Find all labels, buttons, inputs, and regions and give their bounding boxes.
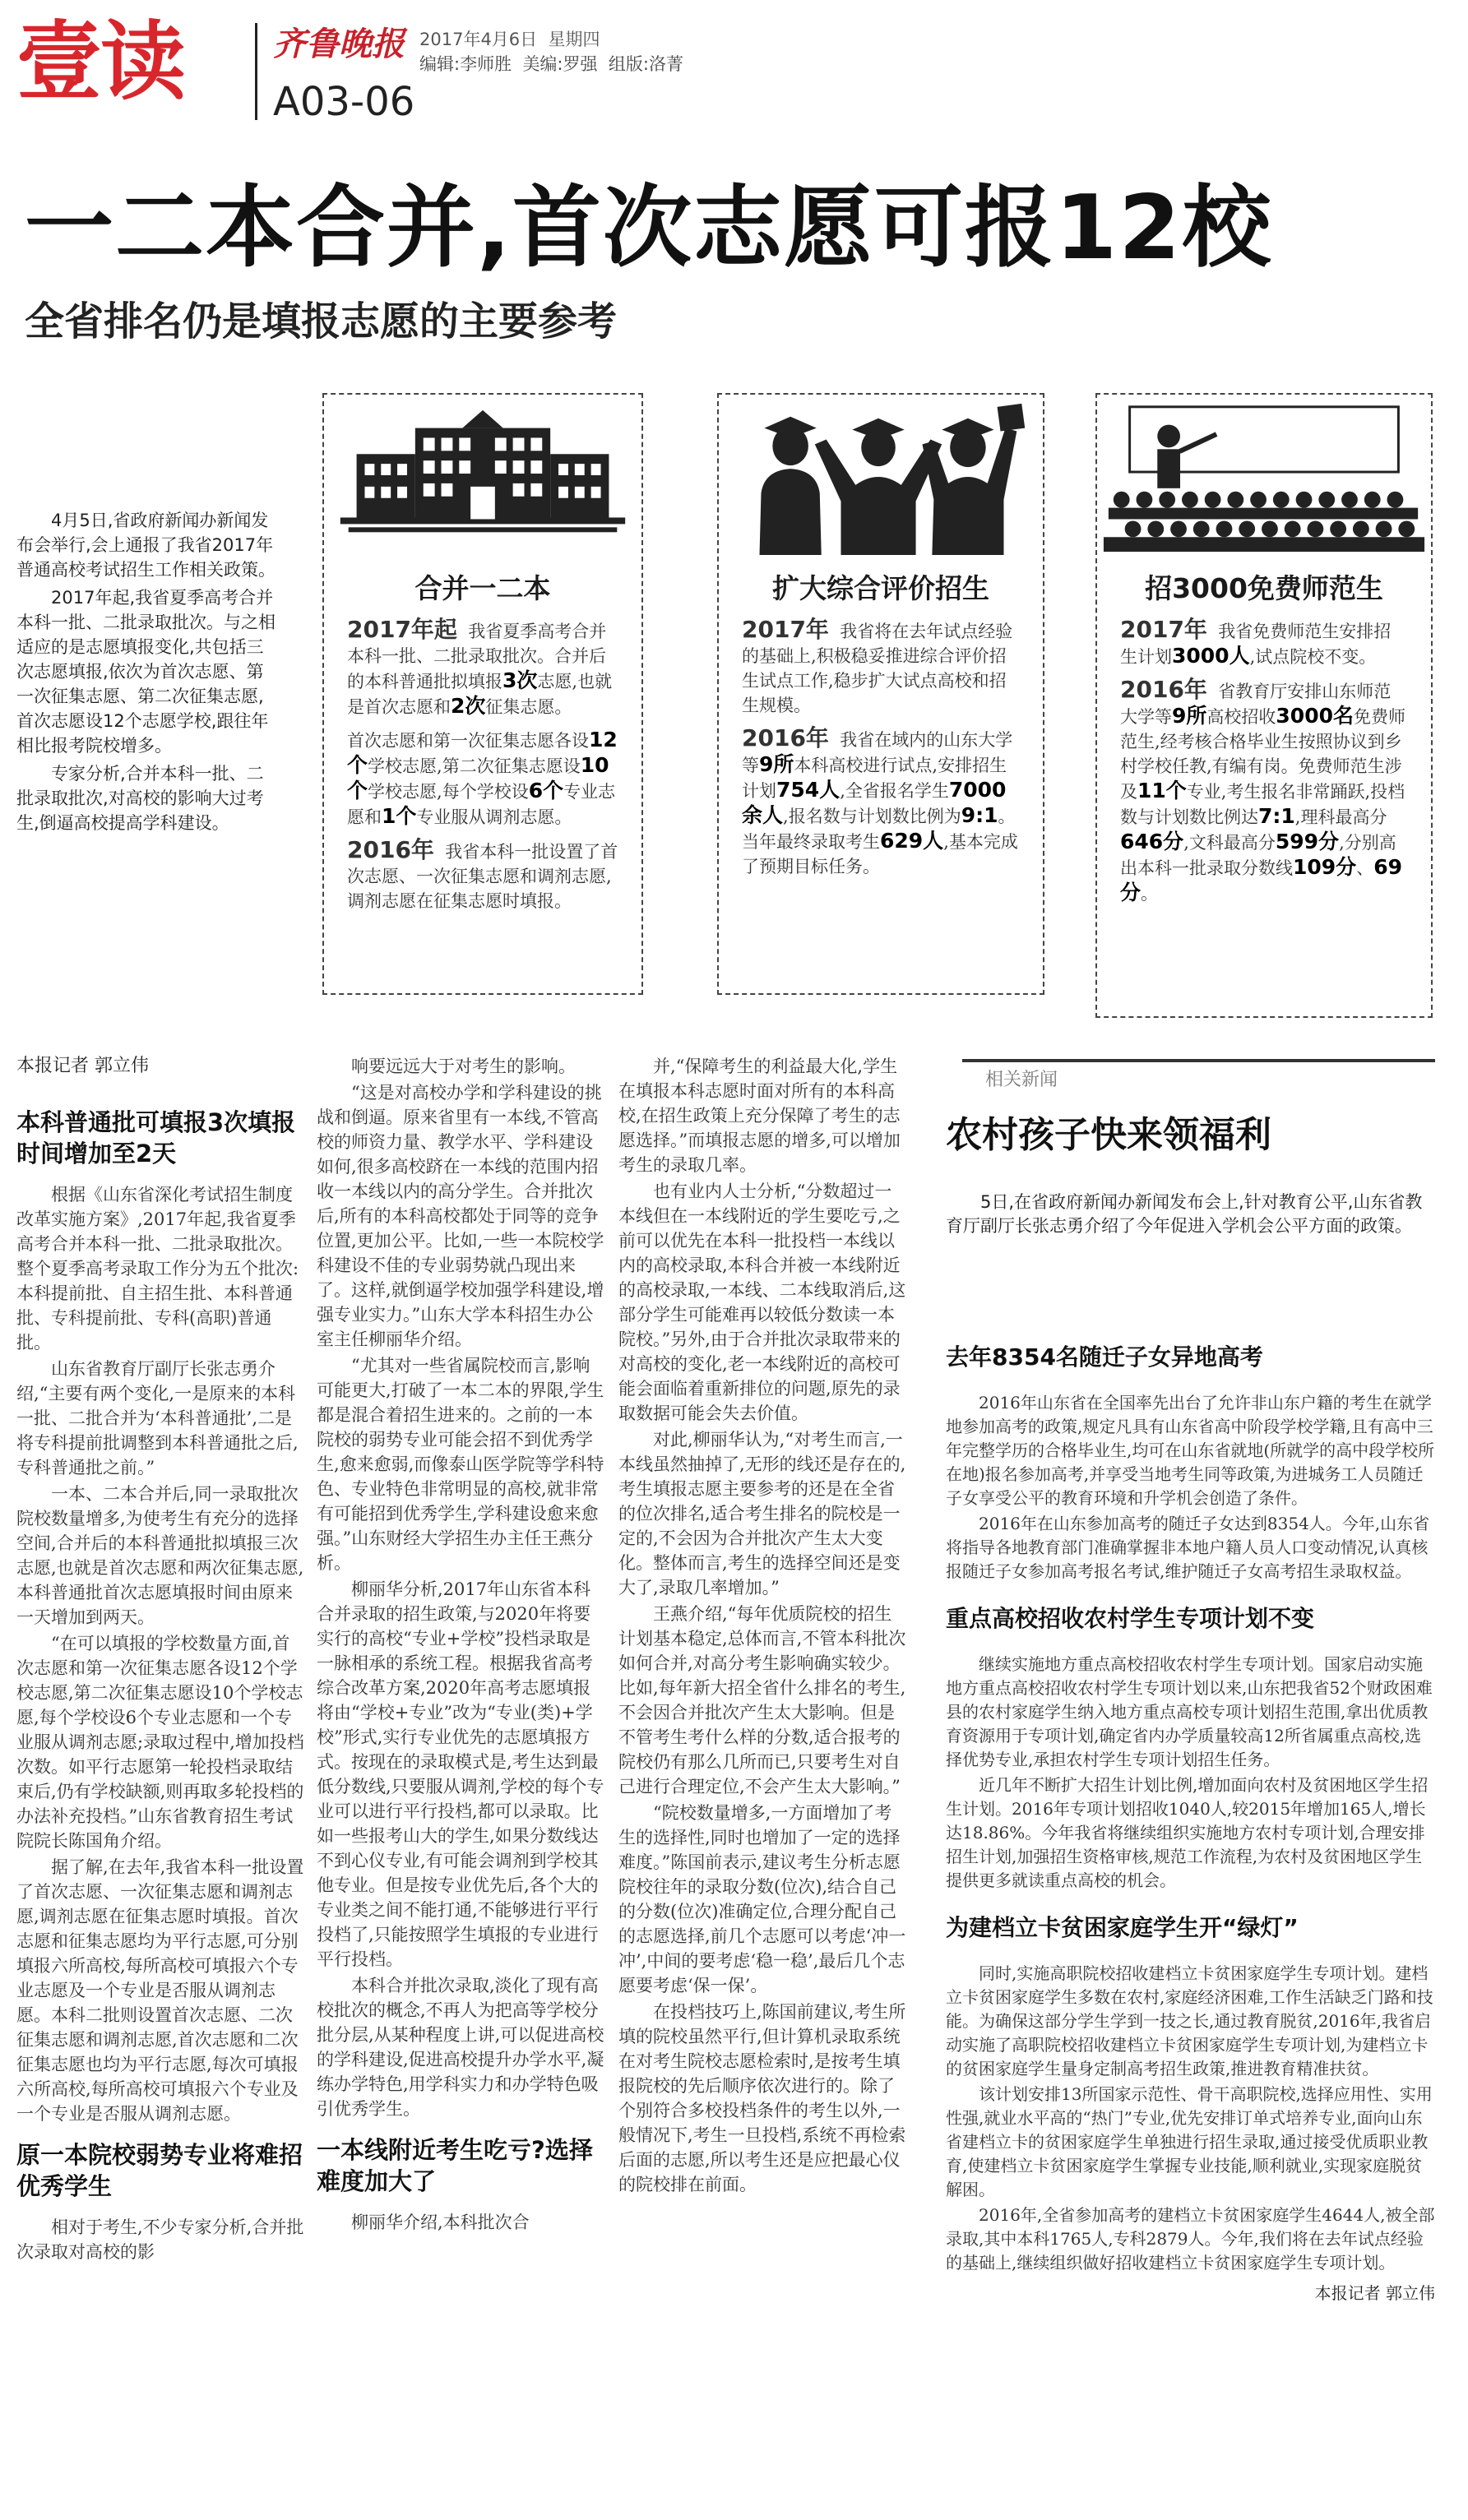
school-building-icon xyxy=(324,395,641,556)
issue-date-line xyxy=(419,26,600,51)
article-para: 2016年,全省参加高考的建档立卡贫困家庭学生4644人,被全部录取,其中本科1765人,专科2879人。今年,我们将在去年试点经验的基础上,继续组织做好招收建档立卡贫困家庭学生专项计划。 xyxy=(946,2205,1435,2273)
intro-para: 4月5日,省政府新闻办新闻发布会举行,会上通报了我省2017年普通高校考试招生工作相关政策。 xyxy=(16,511,276,580)
article-para: 对此,柳丽华认为,“对考生而言,一本线虽然抽掉了,无形的线还是存在的,考生填报志愿主要参考的还是在全省的位次排名,适合考生排名的院校是一定的,不会因为合并批次产生太大变化。整体而言,考生的选择空间还是变大了,录取几率增加。” xyxy=(618,1430,906,1598)
related-headline: 农村孩子快来领福利 xyxy=(946,1114,1271,1156)
article-para: 也有业内人士分析,“分数超过一本线但在一本线附近的学生要吃亏,之前可以优先在本科一批投档一本线以内的高校录取,本科合并被一本线附近的高校录取,一本线、二本线取消后,这部分学生可能难再以较低分数读一本院校。”另外,由于合并批次录取带来的对高校的变化,老一本线附近的高校可能会面临着重新排位的问题,原先的录取数据可能会失去价值。 xyxy=(618,1181,906,1423)
article-para: 据了解,在去年,我省本科一批设置了首次志愿、一次征集志愿和调剂志愿,调剂志愿在征集志愿时填报。首次志愿和征集志愿均为平行志愿,可分别填报六所高校,每所高校可填报六个专业志愿及一个专业是否服从调剂志愿。本科二批则设置首次志愿、二次征集志愿和调剂志愿,首次志愿和二次征集志愿也均为平行志愿,每次可填报六所高校,每所高校可填报六个专业及一个专业是否服从调剂志愿。 xyxy=(16,1857,304,2124)
article-para: “在可以填报的学校数量方面,首次志愿和第一次征集志愿各设12个学校志愿,第二次征集志愿设10个学校志愿,每个学校设6个专业志愿和一个专业服从调剂志愿;录取过程中,增加投档次数。如平行志愿第一轮投档录取结束后,仍有学校缺额,则再取多轮投档的办法补充投档。”山东省教育招生考试院院长陈国角介绍。 xyxy=(16,1634,304,1851)
layout-credit: 组版:洛菁 xyxy=(608,54,683,74)
article-para: 在投档技巧上,陈国前建议,考生所填的院校虽然平行,但计算机录取系统在对考生院校志愿检索时,是按考生填报院校的先后顺序依次进行的。除了个别符合多校投档条件的考生以外,一般情况下,考生一旦投档,系统不再检索后面的志愿,所以考生还是应把最心仪的院校排在前面。 xyxy=(618,2002,906,2194)
article-para: “院校数量增多,一方面增加了考生的选择性,同时也增加了一定的选择难度。”陈国前表示,建议考生分析志愿院校往年的录取分数(位次),结合自己的分数(位次)准确定位,合理分配自己的志愿选择,前几个志愿可以考虑‘冲一冲’,中间的要考虑‘稳一稳’,最后几个志愿要考虑‘保一保’。 xyxy=(618,1803,906,1995)
credits-line xyxy=(419,51,683,76)
related-body xyxy=(946,1322,1435,2305)
main-headline: 一二本合并,首次志愿可报12校 xyxy=(25,177,1273,280)
article-para: “尤其对一些省属院校而言,影响可能更大,打破了一本二本的界限,学生都是混合着招生进来的。之前的一本院校的弱势专业可能会招不到优秀学生,愈来愈弱,而像泰山医学院等学科特色、专业特色非常明显的高校,就非常有可能招到优秀学生,学科建设愈来愈强。”山东财经大学招生办主任王燕分析。 xyxy=(317,1356,604,1573)
article-column-1 xyxy=(16,1054,304,2266)
section-heading: 为建档立卡贫困家庭学生开“绿灯” xyxy=(946,1914,1299,1941)
article-para: 近几年不断扩大招生计划比例,增加面向农村及贫困地区学生招生计划。2016年专项计划招收1040人,较2015年增加165人,增长达18.86%。今年我省将继续组织实施地方农村专项计划,合理安排招生计划,加强招生资格审核,规范工作流程,为农村及贫困地区学生提供更多就读重点高校的机会。 xyxy=(946,1775,1429,1890)
article-para: 响要远远大于对考生的影响。 xyxy=(351,1057,576,1076)
section-heading: 一本线附近考生吃亏?选择难度加大了 xyxy=(317,2136,593,2195)
feature-box-teachers xyxy=(1095,393,1433,1018)
box-body: 2017年 我省将在去年试点经验的基础上,积极稳妥推进综合评价招生试点工作,稳步扩大试点高校和招生规模。 2016年 我省在域内的山东大学等9所本科高校进行试点,安排招生计划754人,全省报名学生7000余人,报名数与计划数比例为9:1。当年最终录取考生629人,基本完成了预期目标任务。 xyxy=(742,616,1018,876)
article-para: “这是对高校办学和学科建设的挑战和倒逼。原来省里有一本线,不管高校的师资力量、教学水平、学科建设如何,很多高校跻在一本线的范围内招收一本线以内的高分学生。合并批次后,所有的本科高校都处于同等的竞争位置,更加公平。比如,一些一本院校学科建设不佳的专业弱势就凸现出来了。这样,就倒逼学校加强学科建设,增强专业实力。”山东大学本科招生办公室主任柳丽华介绍。 xyxy=(317,1083,604,1349)
article-para: 根据《山东省深化考试招生制度改革实施方案》,2017年起,我省夏季高考合并本科一批、二批录取批次。整个夏季高考录取工作分为五个批次:本科提前批、自主招生批、本科普通批、专科提前批、专科(高职)普通批。 xyxy=(16,1185,299,1352)
brand-logo: 壹读 xyxy=(16,12,185,112)
masthead-divider xyxy=(255,23,257,120)
box-title: 合并一二本 xyxy=(414,572,551,604)
article-para: 并,“保障考生的利益最大化,学生在填报本科志愿时面对所有的本科高校,在招生政策上充分保障了考生的志愿选择。”而填报志愿的增多,可以增加考生的录取几率。 xyxy=(618,1057,901,1175)
section-heading: 原一本院校弱势专业将难招优秀学生 xyxy=(16,2141,303,2200)
issue-date: 2017年4月6日 xyxy=(419,30,538,49)
sub-headline: 全省排名仍是填报志愿的主要参考 xyxy=(25,298,618,344)
masthead xyxy=(16,8,1452,132)
article-para: 柳丽华介绍,本科批次合 xyxy=(351,2213,530,2232)
article-para: 柳丽华分析,2017年山东省本科合并录取的招生政策,与2020年将要实行的高校“专业+学校”投档录取是一脉相承的系统工程。根据我省高考综合改革方案,2020年高考志愿填报将由“学校+专业”改为“专业(类)+学校”形式,实行专业优先的志愿填报方式。按现在的录取模式是,考生达到最低分数线,只要服从调剂,学校的每个专业可以进行平行投档,都可以录取。比如一些报考山大的学生,如果分数线达不到心仪专业,有可能会调剂到学校其他专业。但是按专业优先后,各个大的专业类之间不能打通,不能够进行平行投档了,只能按照学生填报的专业进行平行投档。 xyxy=(317,1579,604,1969)
intro-para: 2017年起,我省夏季高考合并本科一批、二批录取批次。与之相适应的是志愿填报变化,共包括三次志愿填报,依次为首次志愿、第一次征集志愿、第二次征集志愿,首次志愿设12个志愿学校,跟往年相比报考院校增多。 xyxy=(16,588,276,756)
feature-box-merge xyxy=(322,393,643,995)
classroom-icon xyxy=(1097,395,1431,556)
related-news-label: 相关新闻 xyxy=(985,1070,1058,1090)
intro-summary xyxy=(16,508,280,839)
article-para: 该计划安排13所国家示范性、骨干高职院校,选择应用性、实用性强,就业水平高的“热门”专业,优先安排订单式培养专业,面向山东省建档立卡的贫困家庭学生单独进行招生录取,通过接受优质职业教育,使建档立卡贫困家庭学生掌握专业技能,顺利就业,实现家庭脱贫解困。 xyxy=(946,2084,1433,2199)
feature-box-evaluation xyxy=(717,393,1044,995)
editor-credit: 编辑:李师胜 xyxy=(419,54,512,74)
article-para: 2016年山东省在全国率先出台了允许非山东户籍的考生在就学地参加高考的政策,规定凡具有山东省高中阶段学校学籍,且有高中三年完整学历的合格毕业生,均可在山东省就地(所就学的高中段学校所在地)报名参加高考,并享受当地考生同等政策,为进城务工人员随迁子女享受公平的教育环境和升学机会创造了条件。 xyxy=(946,1393,1435,1508)
byline: 本报记者 郭立伟 xyxy=(1314,2283,1435,2303)
article-para: 相对于考生,不少专家分析,合并批次录取对高校的影 xyxy=(16,2217,304,2262)
box-title: 招3000免费师范生 xyxy=(1145,572,1383,604)
article-column-3 xyxy=(618,1054,906,2199)
box-body: 2017年起 我省夏季高考合并本科一批、二批录取批次。合并后的本科普通批拟填报3次志愿,也就是首次志愿和2次征集志愿。 首次志愿和第一次征集志愿各设12个学校志愿,第二次征集志愿设10个学校志愿,每个学校设6个专业志愿和1个专业服从调剂志愿。 2016年 我省本科一批设置了首次志愿、一次征集志愿和调剂志愿,调剂志愿在征集志愿时填报。 xyxy=(347,616,618,911)
article-para: 2016年在山东参加高考的随迁子女达到8354人。今年,山东省将指导各地教育部门准确掌握非本地户籍人员人口变动情况,认真核报随迁子女参加高考报名考试,维护随迁子女高考招生录取权益。 xyxy=(946,1514,1430,1581)
article-para: 山东省教育厅副厅长张志勇介绍,“主要有两个变化,一是原来的本科一批、二批合并为‘本科普通批’,二是将专科提前批调整到本科普通批之后,专科普通批之前。” xyxy=(16,1359,299,1477)
section-heading: 去年8354名随迁子女异地高考 xyxy=(946,1343,1263,1371)
related-news-rule xyxy=(962,1059,1435,1062)
paper-name: 齐鲁晚报 xyxy=(273,25,405,63)
box-title: 扩大综合评价招生 xyxy=(772,572,989,604)
related-lead: 5日,在省政府新闻办新闻发布会上,针对教育公平,山东省教育厅副厅长张志勇介绍了今年促进入学机会公平方面的政策。 xyxy=(946,1192,1423,1236)
article-para: 一本、二本合并后,同一录取批次院校数量增多,为使考生有充分的选择空间,合并后的本科普通批拟填报三次志愿,也就是首次志愿和两次征集志愿,本科普通批首次志愿填报时间由原来一天增加到两天。 xyxy=(16,1484,304,1627)
article-para: 王燕介绍,“每年优质院校的招生计划基本稳定,总体而言,不管本科批次如何合并,对高分考生影响确实较少。比如,每年新大招全省什么排名的考生,不会因合并批次产生太大影响。但是不管考生考什么样的分数,适合报考的院校仍有那么几所而已,只要考生对自己进行合理定位,不会产生太大影响。” xyxy=(618,1604,906,1796)
designer-credit: 美编:罗强 xyxy=(522,54,598,74)
article-para: 同时,实施高职院校招收建档立卡贫困家庭学生专项计划。建档立卡贫困家庭学生多数在农村,家庭经济困难,工作生活缺乏门路和技能。为确保这部分学生学到一技之长,通过教育脱贫,2016年,我省启动实施了高职院校招收建档立卡贫困家庭学生专项计划,为建档立卡的贫困家庭学生量身定制高考招生政策,推进教育精准扶贫。 xyxy=(946,1963,1433,2078)
section-heading: 本科普通批可填报3次填报时间增加至2天 xyxy=(16,1108,296,1168)
article-column-2 xyxy=(317,1054,604,2236)
article-para: 继续实施地方重点高校招收农村学生专项计划。国家启动实施地方重点高校招收农村学生专项计划以来,山东把我省52个财政困难县的农村家庭学生纳入地方重点高校专项计划招生范围,拿出优质教育资源用于专项计划,确定省内办学质量较高12所省属重点高校,选择优势专业,承担农村学生专项计划招生任务。 xyxy=(946,1654,1433,1769)
article-para: 本科合并批次录取,淡化了现有高校批次的概念,不再人为把高等学校分批分层,从某种程度上讲,可以促进高校的学科建设,促进高校提升办学水平,凝练办学特色,用学科实力和办学特色吸引优秀学生。 xyxy=(317,1976,604,2119)
box-body: 2017年 我省免费师范生安排招生计划3000人,试点院校不变。 2016年 省教育厅安排山东师范大学等9所高校招收3000名免费师范生,经考核合格毕业生按照协议到乡村学校任教,有编有岗。免费师范生涉及11个专业,考生报名非常踊跃,投档数与计划数比例达7:1,理科最高分646分,文科最高分599分,分别高出本科一批录取分数线109分、69分。 xyxy=(1120,616,1405,904)
page-number: A03-06 xyxy=(273,79,415,125)
byline: 本报记者 郭立伟 xyxy=(16,1056,149,1076)
section-heading: 重点高校招收农村学生专项计划不变 xyxy=(946,1605,1315,1632)
issue-weekday: 星期四 xyxy=(548,30,600,49)
graduates-icon xyxy=(719,395,1043,556)
intro-para: 专家分析,合并本科一批、二批录取批次,对高校的影响大过考生,倒逼高校提高学科建设。 xyxy=(16,764,264,833)
